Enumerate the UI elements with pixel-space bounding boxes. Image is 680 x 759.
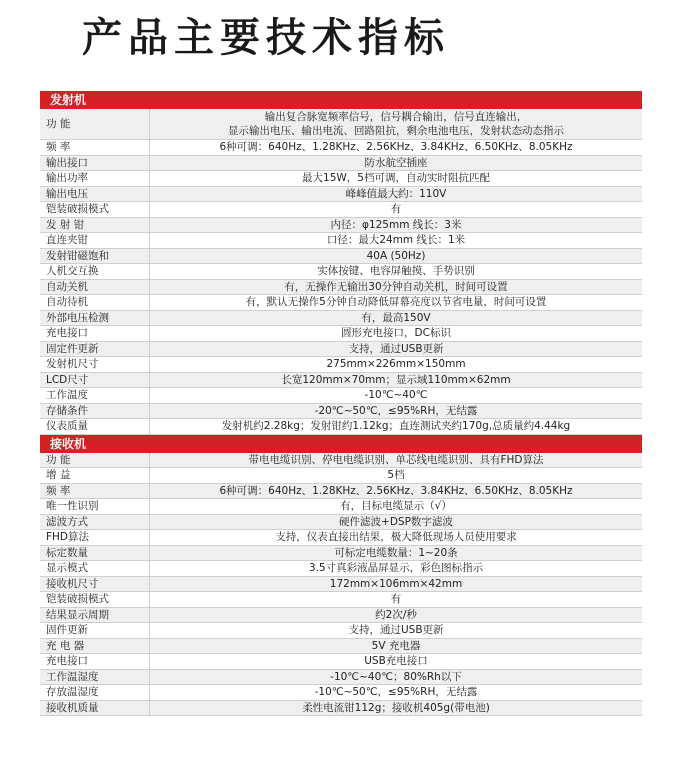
- spec-value: [150, 311, 642, 326]
- spec-label: 发射机尺寸: [40, 357, 150, 372]
- spec-label: 增 益: [40, 468, 150, 483]
- spec-value: [150, 171, 642, 186]
- receiver-rows: [40, 453, 642, 717]
- spec-value: [150, 404, 642, 419]
- spec-label: 结果显示周期: [40, 608, 150, 623]
- spec-value-line: 防水航空插座: [364, 156, 428, 169]
- spec-value-line: 有，最高150V: [361, 311, 431, 324]
- transmitter-spec-row: [40, 388, 642, 404]
- transmitter-spec-row: [40, 342, 642, 358]
- transmitter-spec-row: [40, 249, 642, 265]
- spec-label: 固件更新: [40, 623, 150, 638]
- spec-label: 铠装破损模式: [40, 592, 150, 607]
- receiver-spec-row: [40, 670, 642, 686]
- spec-value: [150, 264, 642, 279]
- transmitter-spec-row: [40, 140, 642, 156]
- receiver-spec-row: [40, 592, 642, 608]
- spec-label: 存放温湿度: [40, 685, 150, 700]
- spec-value: [150, 249, 642, 264]
- spec-label: 工作温度: [40, 388, 150, 403]
- spec-value-line: 有: [390, 203, 402, 215]
- spec-value: [150, 453, 642, 468]
- spec-label: 固定件更新: [40, 342, 150, 357]
- transmitter-spec-row: [40, 202, 642, 218]
- transmitter-spec-row: [40, 357, 642, 373]
- spec-label: 外部电压检测: [40, 311, 150, 326]
- spec-value: [150, 202, 642, 217]
- spec-label: 标定数量: [40, 546, 150, 561]
- spec-value: [150, 499, 642, 514]
- spec-value: [150, 561, 642, 576]
- spec-value-line: -10℃~50℃，≤95%RH，无结露: [314, 686, 478, 698]
- spec-label: 唯一性识别: [40, 499, 150, 514]
- spec-label: 工作温湿度: [40, 670, 150, 685]
- spec-value: [150, 530, 642, 545]
- receiver-spec-row: [40, 530, 642, 546]
- transmitter-rows: [40, 109, 642, 435]
- spec-value-line: -10℃~40℃；80%Rh以下: [330, 670, 462, 683]
- receiver-spec-row: [40, 639, 642, 655]
- page-title: 产品主要技术指标: [82, 15, 450, 61]
- spec-label: 接收机质量: [40, 701, 150, 716]
- transmitter-spec-row: [40, 233, 642, 249]
- spec-value-line: 172mm×106mm×42mm: [329, 577, 463, 590]
- spec-value: [150, 109, 642, 139]
- transmitter-spec-row: [40, 280, 642, 296]
- receiver-spec-row: [40, 468, 642, 484]
- spec-value-line: USB充电接口: [364, 655, 428, 667]
- spec-value-line: 输出复合脉宽频率信号，信号耦合输出，信号直连输出，: [264, 110, 528, 123]
- spec-label: 存储条件: [40, 404, 150, 419]
- receiver-spec-row: [40, 484, 642, 500]
- spec-value: [150, 468, 642, 483]
- transmitter-spec-row: [40, 373, 642, 389]
- spec-value-line: 硬件滤波+DSP数字滤波: [339, 515, 453, 528]
- receiver-spec-row: [40, 701, 642, 717]
- spec-label: 显示模式: [40, 561, 150, 576]
- spec-value-line: 有，无操作无输出30分钟自动关机，时间可设置: [284, 280, 508, 293]
- spec-value-line: 有，默认无操作5分钟自动降低屏幕亮度以节省电量，时间可设置: [245, 296, 547, 308]
- spec-value-line: 柔性电流钳112g；接收机405g(带电池): [302, 701, 490, 714]
- spec-label: 人机交互换: [40, 264, 150, 279]
- spec-label: 滤波方式: [40, 515, 150, 530]
- spec-label: 功 能: [40, 453, 150, 468]
- spec-label: 直连夹钳: [40, 233, 150, 248]
- spec-value: [150, 515, 642, 530]
- spec-label: 输出接口: [40, 156, 150, 171]
- transmitter-spec-row: [40, 419, 642, 435]
- receiver-spec-row: [40, 608, 642, 624]
- transmitter-spec-row: [40, 404, 642, 420]
- spec-value: [150, 373, 642, 388]
- spec-label: LCD尺寸: [40, 373, 150, 388]
- spec-value: [150, 608, 642, 623]
- spec-value-line: -20℃~50℃，≤95%RH，无结露: [314, 404, 478, 417]
- transmitter-spec-row: [40, 187, 642, 203]
- transmitter-spec-row: [40, 156, 642, 172]
- spec-label: 频 率: [40, 484, 150, 499]
- spec-label: 接收机尺寸: [40, 577, 150, 592]
- spec-value-line: 带电电缆识别、停电电缆识别、单芯线电缆识别、具有FHD算法: [248, 453, 544, 466]
- spec-value: [150, 592, 642, 607]
- receiver-spec-row: [40, 654, 642, 670]
- spec-value: [150, 701, 642, 716]
- spec-label: 充电接口: [40, 654, 150, 669]
- spec-value-line: 支持，通过USB更新: [348, 624, 444, 636]
- spec-value-line: 支持，仪表直接出结果，极大降低现场人员使用要求: [275, 531, 517, 543]
- spec-label: 自动关机: [40, 280, 150, 295]
- transmitter-spec-row: [40, 171, 642, 187]
- spec-value: [150, 388, 642, 403]
- spec-label: 发 射 钳: [40, 218, 150, 233]
- spec-value: [150, 326, 642, 341]
- spec-label: 铠装破损模式: [40, 202, 150, 217]
- transmitter-spec-row: [40, 326, 642, 342]
- spec-value-line: 内径：φ125mm 线长：3米: [330, 218, 462, 231]
- spec-value: [150, 546, 642, 561]
- spec-value-line: 支持，通过USB更新: [348, 342, 444, 355]
- spec-table: [40, 91, 642, 716]
- spec-value-line: 口径：最大24mm 线长：1米: [326, 234, 466, 246]
- receiver-spec-row: [40, 561, 642, 577]
- spec-label: 自动待机: [40, 295, 150, 310]
- receiver-spec-row: [40, 499, 642, 515]
- spec-value: [150, 623, 642, 638]
- spec-label: 充电接口: [40, 326, 150, 341]
- spec-value: [150, 357, 642, 372]
- spec-value-line: 最大15W，5档可调，自动实时阻抗匹配: [302, 172, 490, 184]
- spec-value-line: 圆形充电接口，DC标识: [341, 327, 451, 339]
- spec-value: [150, 484, 642, 499]
- spec-value-line: 实体按键、电容屏触摸、手势识别: [317, 265, 475, 277]
- spec-value: [150, 280, 642, 295]
- spec-value-line: -10℃~40℃: [364, 389, 428, 401]
- spec-value-line: 3.5寸真彩液晶屏显示，彩色图标指示: [308, 562, 484, 574]
- receiver-spec-row: [40, 623, 642, 639]
- spec-value: [150, 233, 642, 248]
- spec-value: [150, 295, 642, 310]
- spec-value: [150, 218, 642, 233]
- spec-value: [150, 187, 642, 202]
- transmitter-spec-row: [40, 264, 642, 280]
- receiver-spec-row: [40, 515, 642, 531]
- spec-value-line: 峰峰值最大约：110V: [345, 187, 447, 200]
- spec-label: 输出电压: [40, 187, 150, 202]
- spec-value-line: 约2次/秒: [375, 608, 417, 621]
- spec-value-line: 275mm×226mm×150mm: [326, 358, 466, 370]
- spec-value-line: 5V 充电器: [371, 639, 421, 652]
- spec-value: [150, 639, 642, 654]
- spec-value-line: 6种可调：640Hz、1.28KHz、2.56KHz、3.84KHz、6.50KHz、8.05KHz: [219, 141, 573, 153]
- spec-value: [150, 577, 642, 592]
- spec-value: [150, 342, 642, 357]
- spec-label: 仪表质量: [40, 419, 150, 434]
- spec-value: [150, 685, 642, 700]
- spec-label: 发射钳磁饱和: [40, 249, 150, 264]
- transmitter-spec-row: [40, 311, 642, 327]
- receiver-section-header: 接收机: [40, 435, 642, 453]
- transmitter-section-header: 发射机: [40, 91, 642, 109]
- receiver-spec-row: [40, 453, 642, 469]
- transmitter-spec-row: [40, 295, 642, 311]
- receiver-spec-row: [40, 546, 642, 562]
- spec-value-line: 5档: [387, 469, 405, 481]
- spec-value-line: 发射机约2.28kg；发射钳约1.12kg；直连测试夹约170g,总质量约4.44kg: [221, 420, 571, 432]
- spec-label: 充 电 器: [40, 639, 150, 654]
- spec-value-line: 长宽120mm×70mm；显示域110mm×62mm: [281, 373, 511, 386]
- spec-value-line: 有: [390, 593, 402, 605]
- spec-value-line: 显示输出电压、输出电流、回路阻抗，剩余电池电压，发射状态动态指示: [228, 125, 564, 137]
- spec-value: [150, 140, 642, 155]
- spec-value-line: 可标定电缆数量：1~20条: [334, 546, 458, 559]
- spec-value-line: 有，目标电缆显示（√）: [340, 500, 452, 512]
- receiver-spec-row: [40, 577, 642, 593]
- spec-value: [150, 419, 642, 434]
- spec-value-line: 6种可调：640Hz、1.28KHz、2.56KHz、3.84KHz、6.50KHz、8.05KHz: [219, 484, 573, 497]
- spec-value-line: 40A (50Hz): [366, 249, 426, 262]
- spec-label: FHD算法: [40, 530, 150, 545]
- spec-value: [150, 670, 642, 685]
- spec-label: 频 率: [40, 140, 150, 155]
- receiver-spec-row: [40, 685, 642, 701]
- spec-value: [150, 156, 642, 171]
- spec-label: 输出功率: [40, 171, 150, 186]
- transmitter-spec-row: [40, 109, 642, 140]
- spec-value: [150, 654, 642, 669]
- spec-label: 功 能: [40, 109, 150, 139]
- transmitter-spec-row: [40, 218, 642, 234]
